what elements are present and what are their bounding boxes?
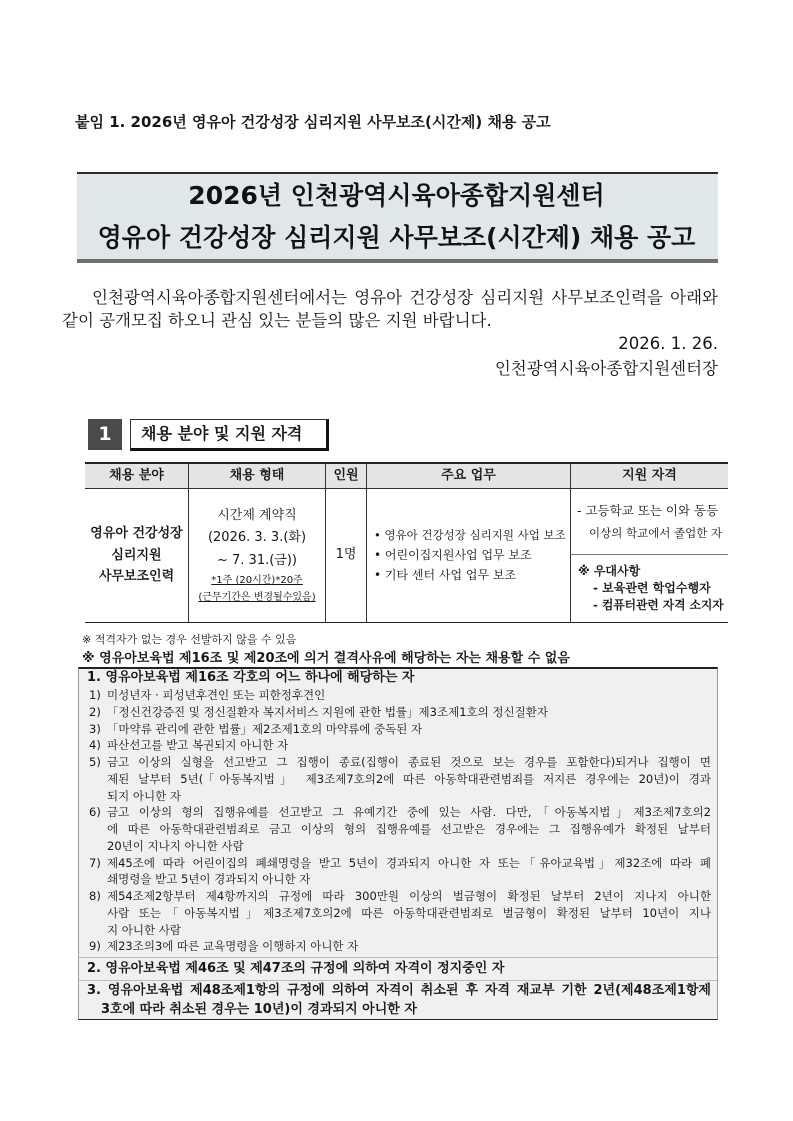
duty-item: • 어린이집지원사업 업무 보조 — [374, 548, 532, 563]
intro-line-2: 같이 공개모집 하오니 관심 있는 분들의 많은 지원 바랍니다. — [62, 311, 492, 330]
preference-item: - 컴퓨터관련 자격 소지자 — [593, 597, 724, 612]
table-header-employment-type — [188, 464, 325, 489]
employment-type: 시간제 계약직 — [217, 507, 297, 523]
subitem-line: 파산선고를 받고 복권되지 아니한 자 — [107, 738, 289, 753]
table-header-label: 채용 분야 — [109, 468, 164, 483]
subitem-line: 되지 아니한 자 — [107, 788, 181, 803]
subitem-number: 6) — [89, 805, 101, 820]
disqualification-subitem-list — [79, 687, 717, 955]
subitem-line: 제54조제2항부터 제4항까지의 규정에 따라 300만원 이상의 벌금형이 확정된 날부터 2년이 지나지 아니한 — [107, 889, 711, 903]
disqualification-item-3 — [79, 980, 717, 1019]
disqualification-item-3-line: 3호에 따라 취소된 경우는 10년)이 경과되지 아니한 자 — [101, 1002, 417, 1017]
table-header-field — [85, 464, 188, 489]
disqualification-subitem — [89, 804, 711, 854]
intro-line-1: 인천광역시육아종합지원센터에서는 영유아 건강성장 심리지원 사무보조인력을 아래와 — [92, 288, 718, 307]
subitem-number: 3) — [89, 721, 101, 736]
field-line: 영유아 건강성장 — [90, 526, 183, 541]
duty-item: • 영유아 건강성장 심리지원 사업 보조 — [374, 528, 566, 543]
table-header-label: 지원 자격 — [622, 468, 677, 483]
disqualification-item-1-heading: 1. 영유아보육법 제16조 각호의 어느 하나에 해당하는 자 — [87, 670, 415, 685]
subitem-line: 「마약류 관리에 관한 법률」제2조제1호의 마약류에 중독된 자 — [107, 721, 423, 736]
title-box — [77, 172, 718, 263]
field-line: 심리지원 — [111, 547, 162, 563]
disqualification-subitem — [89, 888, 711, 938]
table-cell-qualification — [570, 489, 728, 554]
subitem-number: 8) — [89, 889, 101, 903]
subitem-line: 미성년자 · 피성년후견인 또는 피한정후견인 — [107, 688, 326, 702]
table-cell-employment-type — [188, 489, 325, 622]
qualification-line: - 고등학교 또는 이와 동등 — [577, 502, 719, 518]
subitem-line: 지 아니한 사람 — [107, 922, 181, 937]
headcount-value: 1명 — [335, 547, 357, 562]
announcement-date: 2026. 1. 26. — [618, 334, 718, 353]
subitem-number: 4) — [89, 738, 101, 753]
employment-period-start: (2026. 3. 3.(화) — [207, 530, 307, 545]
subitem-line: 20년이 지나지 아니한 사람 — [107, 838, 244, 853]
section-number-badge: 1 — [88, 419, 122, 450]
disqualification-subitem — [89, 855, 711, 889]
subitem-number: 2) — [89, 704, 101, 719]
subitem-number: 1) — [89, 688, 101, 702]
preference-title: ※ 우대사항 — [578, 563, 641, 578]
subitem-line: 「정신건강증진 및 정신질환자 복지서비스 지원에 관한 법률」제3조제1호의 정신질환자 — [107, 704, 548, 719]
disqualification-subitem — [89, 704, 711, 721]
table-cell-field — [85, 489, 188, 622]
subitem-number: 5) — [89, 755, 101, 769]
disqualification-item-3-line: 3. 영유아보육법 제48조제1항의 규정에 의하여 자격이 취소된 후 자격 재교부 기한 2년(제48조제1항제 — [87, 983, 711, 998]
table-cell-duties — [366, 489, 570, 622]
table-header-qualification — [570, 464, 728, 489]
note-disqualification-law: ※ 영유아보육법 제16조 및 제20조에 의거 결격사유에 해당하는 자는 채용할 수 없음 — [82, 651, 570, 666]
table-header-duties — [366, 464, 570, 489]
employment-period-end: ~ 7. 31.(금)) — [216, 552, 297, 568]
subitem-line: 사람 또는「아동복지법」제3조제7호의2에 따른 아동학대관련범죄로 벌금형이 확정된 날부터 10년이 지나 — [107, 905, 711, 920]
section-title: 채용 분야 및 지원 자격 — [130, 419, 329, 451]
employment-hours-note: *1주 (20시간)*20주 — [211, 575, 303, 586]
disqualification-box — [78, 667, 718, 1020]
disqualification-subitem — [89, 737, 711, 754]
table-header-label: 인원 — [333, 468, 359, 483]
subitem-line: 금고 이상의 형의 집행유예를 선고받고 그 유예기간 중에 있는 사람. 다만,「아동복지법」제3조제7호의2 — [107, 805, 711, 820]
preference-item: - 보육관련 학업수행자 — [593, 580, 711, 595]
table-cell-headcount — [325, 489, 366, 622]
attachment-heading: 붙임 1. 2026년 영유아 건강성장 심리지원 사무보조(시간제) 채용 공고 — [75, 113, 551, 131]
table-cell-preference — [570, 554, 728, 622]
subitem-number: 7) — [89, 855, 101, 870]
employment-period-note: (근무기간은 변경될수있음) — [198, 592, 316, 603]
disqualification-subitem — [89, 754, 711, 804]
table-header-label: 주요 업무 — [441, 468, 496, 483]
disqualification-subitem — [89, 938, 711, 955]
table-header-label: 채용 형태 — [229, 468, 285, 483]
disqualification-subitem — [89, 721, 711, 738]
subitem-line: 쇄명령을 받고 5년이 경과되지 아니한 자 — [107, 872, 311, 887]
issuer-name: 인천광역시육아종합지원센터장 — [494, 359, 718, 378]
field-line: 사무보조인력 — [98, 569, 175, 584]
duty-item: • 기타 센터 사업 업무 보조 — [374, 568, 517, 583]
subitem-line: 제된 날부터 5년(「아동복지법」 제3조제7호의2에 따른 아동학대관련범죄를 저지른 경우에는 20년)이 경과 — [107, 771, 711, 786]
subitem-line: 에 따른 아동학대관련범죄로 금고 이상의 형의 집행유예를 선고받은 경우에는 그 집행유예가 확정된 날부터 — [107, 822, 711, 836]
qualification-line: 이상의 학교에서 졸업한 자 — [589, 525, 723, 540]
subitem-line: 제23조의3에 따른 교육명령을 이행하지 아니한 자 — [107, 939, 359, 954]
title-line-1: 2026년 인천광역시육아종합지원센터 — [188, 181, 605, 210]
recruitment-table — [85, 462, 728, 623]
title-line-2: 영유아 건강성장 심리지원 사무보조(시간제) 채용 공고 — [97, 223, 696, 252]
disqualification-subitem — [89, 687, 711, 704]
disqualification-item-2: 2. 영유아보육법 제46조 및 제47조의 규정에 의하여 자격이 정지중인 자 — [79, 957, 717, 980]
subitem-number: 9) — [89, 939, 101, 954]
subitem-line: 금고 이상의 실형을 선고받고 그 집행이 종료(집행이 종료된 것으로 보는 경우를 포함한다)되거나 집행이 면 — [107, 755, 711, 769]
table-header-headcount — [325, 464, 366, 489]
subitem-line: 제45조에 따라 어린이집의 폐쇄명령을 받고 5년이 경과되지 아니한 자 또는「유아교육법」제32조에 따라 폐 — [107, 855, 711, 870]
note-no-qualified-applicant: ※ 적격자가 없는 경우 선발하지 않을 수 있음 — [82, 633, 297, 646]
